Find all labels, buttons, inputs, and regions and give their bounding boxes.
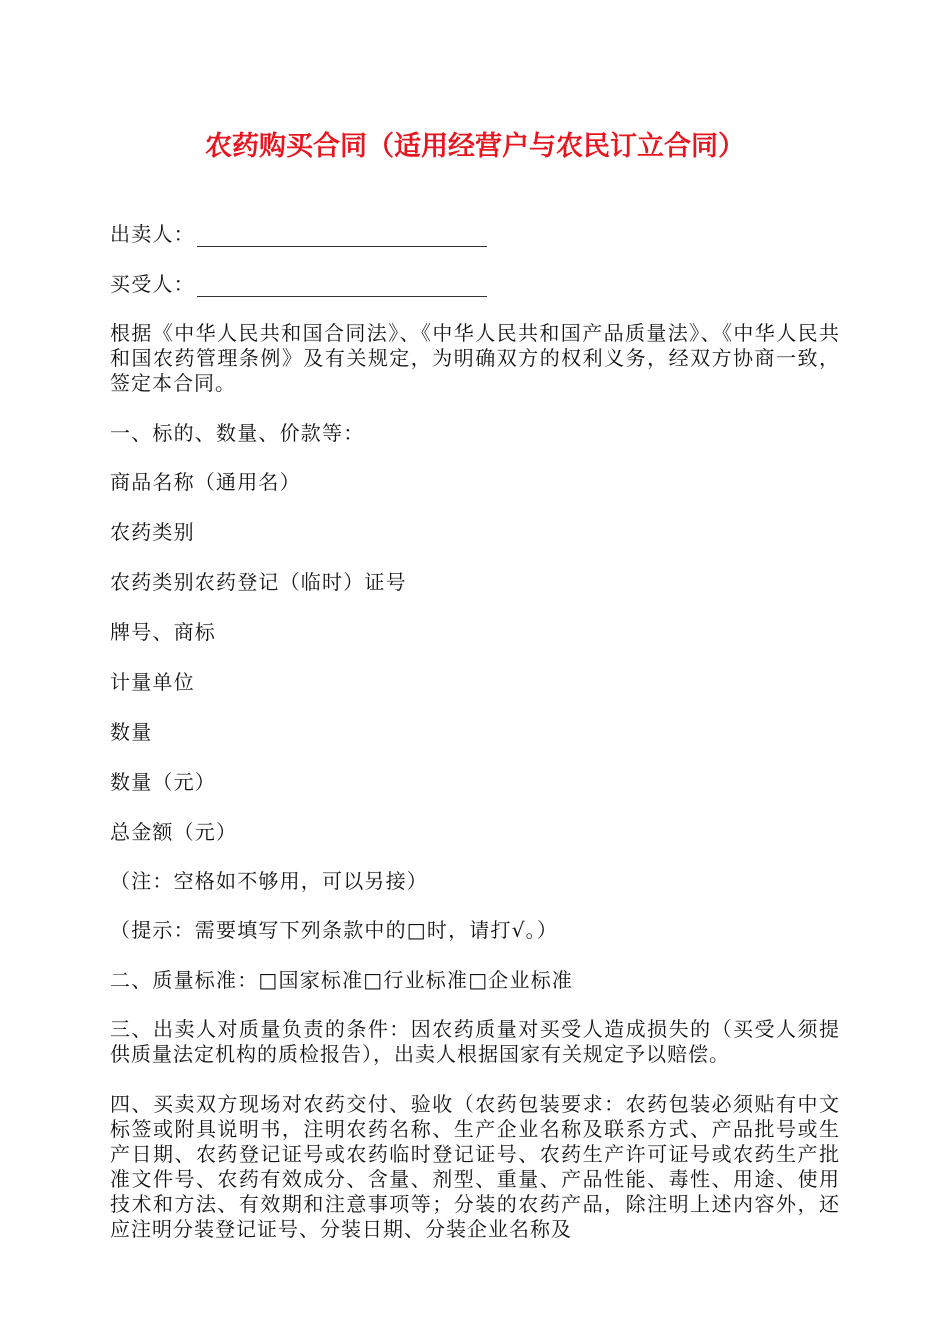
seller-line — [110, 222, 840, 247]
field-product-name: 商品名称（通用名） — [110, 470, 301, 494]
section3-paragraph: 三、出卖人对质量负责的条件：因农药质量对买受人造成损失的（买受人须提供质量法定机构的质检报告），出卖人根据国家有关规定予以赔偿。 — [110, 1017, 840, 1066]
section4-paragraph: 四、买卖双方现场对农药交付、验收（农药包装要求：农药包装必须贴有中文标签或附具说明书，注明农药名称、生产企业名称及联系方式、产品批号或生产日期、农药登记证号或农药临时登记证号、农药生产许可证号或农药生产批准文件号、农药有效成分、含量、剂型、重量、产品性能、毒性、用途、使用技术和方法、有效期和注意事项等；分装的农药产品，除注明上述内容外，还应注明分装登记证号、分装日期、分装企业名称及 — [110, 1092, 840, 1241]
field-quantity-yuan: 数量（元） — [110, 770, 216, 794]
field-registration-number: 农药类别农药登记（临时）证号 — [110, 570, 407, 594]
seller-blank[interactable] — [197, 226, 487, 247]
section1-heading: 一、标的、数量、价款等： — [110, 421, 365, 445]
note-line: （注：空格如不够用，可以另接） — [110, 869, 428, 893]
buyer-blank[interactable] — [197, 276, 487, 297]
buyer-label: 买受人： — [110, 272, 195, 296]
document-title: 农药购买合同（适用经营户与农民订立合同） — [205, 131, 745, 162]
buyer-line — [110, 272, 840, 297]
hint-line: （提示：需要填写下列条款中的□时，请打√。） — [110, 918, 559, 942]
field-brand: 牌号、商标 — [110, 620, 216, 644]
field-quantity: 数量 — [110, 720, 153, 744]
field-total-amount: 总金额（元） — [110, 820, 238, 844]
section2-quality-standard: 二、质量标准：□国家标准□行业标准□企业标准 — [110, 968, 574, 992]
field-unit: 计量单位 — [110, 670, 195, 694]
seller-label: 出卖人： — [110, 222, 195, 246]
intro-paragraph: 根据《中华人民共和国合同法》、《中华人民共和国产品质量法》、《中华人民共和国农药管理条例》及有关规定，为明确双方的权利义务，经双方协商一致，签定本合同。 — [110, 321, 840, 395]
field-category: 农药类别 — [110, 520, 195, 544]
